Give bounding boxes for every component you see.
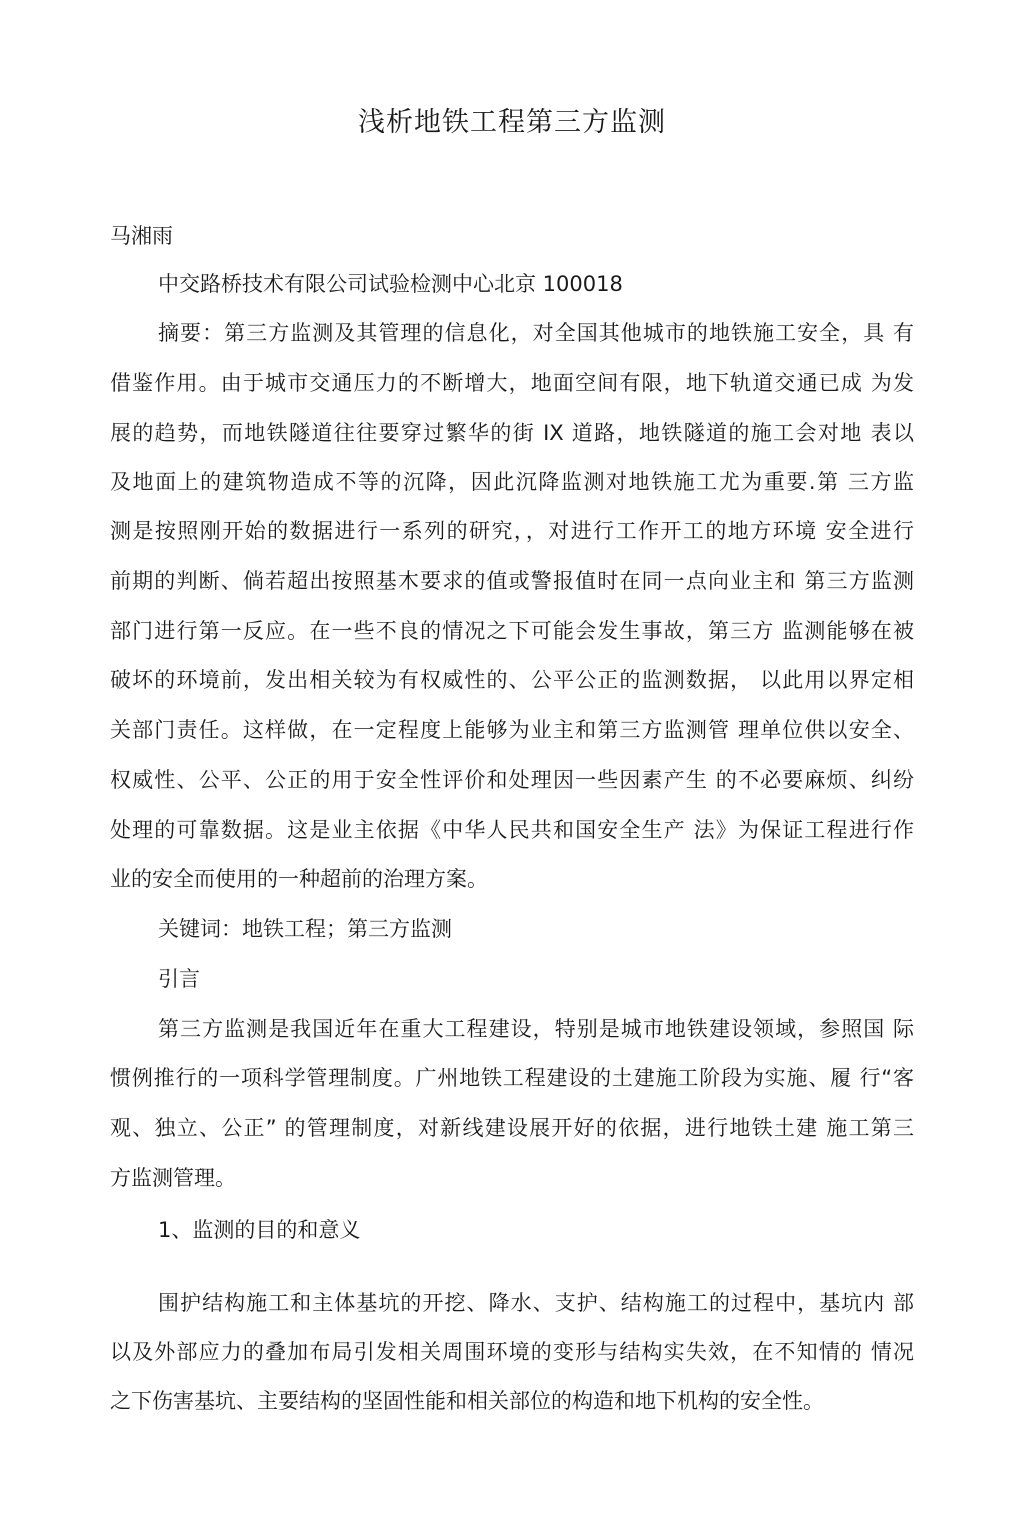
section-1-heading: 1、监测的目的和意义 bbox=[158, 1218, 361, 1242]
abstract-line: 借鉴作用。由于城市交通压力的不断增大，地面空间有限，地下轨道交通已成 为发 bbox=[110, 371, 914, 395]
intro-heading: 引言 bbox=[158, 967, 200, 991]
abstract-line: 摘要：第三方监测及其管理的信息化，对全国其他城市的地铁施工安全，具 有 bbox=[158, 321, 914, 345]
abstract-line: 处理的可靠数据。这是业主依据《中华人民共和国安全生产 法》为保证工程进行作 bbox=[110, 818, 914, 842]
abstract-line: 破坏的环境前，发出相关较为有权威性的、公平公正的监测数据， 以此用以界定相 bbox=[110, 668, 914, 692]
abstract-line: 前期的判断、倘若超出按照基木要求的值或警报值时在同一点向业主和 第三方监测 bbox=[110, 569, 914, 593]
abstract-line: 权威性、公平、公正的用于安全性评价和处理因一些因素产生 的不必要麻烦、纠纷 bbox=[110, 768, 914, 792]
intro-line: 方监测管理。 bbox=[110, 1166, 236, 1190]
abstract-line: 关部门责任。这样做，在一定程度上能够为业主和第三方监测管 理单位供以安全、 bbox=[110, 718, 914, 742]
abstract-line: 业的安全而使用的一种超前的治理方案。 bbox=[110, 867, 488, 891]
keywords: 关键词：地铁工程；第三方监测 bbox=[158, 917, 452, 941]
section-1-line: 之下伤害基坑、主要结构的坚固性能和相关部位的构造和地下机构的安全性。 bbox=[110, 1389, 824, 1413]
abstract-line: 及地面上的建筑物造成不等的沉降，因此沉降监测对地铁施工尤为重要.第 三方监 bbox=[110, 470, 914, 494]
abstract-line: 部门进行第一反应。在一些不良的情况之下可能会发生事故，第三方 监测能够在被 bbox=[110, 619, 914, 643]
intro-line: 惯例推行的一项科学管理制度。广州地铁工程建设的土建施工阶段为实施、履 行“客 bbox=[110, 1066, 914, 1090]
affiliation: 中交路桥技术有限公司试验检测中心北京 100018 bbox=[158, 272, 623, 296]
section-1-line: 以及外部应力的叠加布局引发相关周围环境的变形与结构实失效，在不知情的 情况 bbox=[110, 1340, 914, 1364]
author-name: 马湘雨 bbox=[110, 224, 173, 248]
intro-line: 第三方监测是我国近年在重大工程建设，特别是城市地铁建设领域，参照国 际 bbox=[158, 1017, 914, 1041]
document-title: 浅析地铁工程第三方监测 bbox=[358, 107, 666, 138]
intro-line: 观、独立、公正” 的管理制度，对新线建设展开好的依据，进行地铁土建 施工第三 bbox=[110, 1116, 914, 1140]
abstract-line: 展的趋势，而地铁隧道往往要穿过繁华的街 IX 道路，地铁隧道的施工会对地 表以 bbox=[110, 421, 914, 445]
section-1-line: 围护结构施工和主体基坑的开挖、降水、支护、结构施工的过程中，基坑内 部 bbox=[158, 1291, 914, 1315]
abstract-line: 测是按照刚开始的数据进行一系列的研究，，对进行工作开工的地方环境 安全进行 bbox=[110, 519, 914, 543]
